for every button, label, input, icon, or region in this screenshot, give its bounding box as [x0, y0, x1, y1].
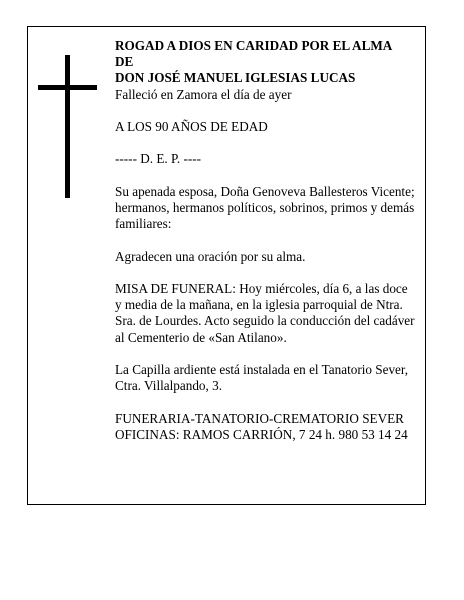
deceased-name: DON JOSÉ MANUEL IGLESIAS LUCAS — [115, 70, 356, 86]
cross-icon — [65, 55, 70, 198]
thanks-paragraph: Agradecen una oración por su alma. — [115, 248, 306, 264]
header-line-2: DE — [115, 54, 134, 70]
funeral-home-line-2: OFICINAS: RAMOS CARRIÓN, 7 24 h. 980 53 14 24 — [115, 426, 408, 442]
family-paragraph: Su apenada esposa, Doña Genoveva Ballesteros Vicente; hermanos, hermanos políticos, sobrinos, primos y demás familiares: — [115, 183, 415, 232]
rip-line: ----- D. E. P. ---- — [115, 151, 202, 167]
death-notice: Falleció en Zamora el día de ayer — [115, 86, 292, 102]
chapel-paragraph: La Capilla ardiente está instalada en el Tanatorio Sever, Ctra. Villalpando, 3. — [115, 361, 409, 394]
funeral-mass-paragraph: MISA DE FUNERAL: Hoy miércoles, día 6, a las doce y media de la mañana, en la iglesia parroquial de Ntra. Sra. de Lourdes. Acto seguido la conducción del cadáver al Cementerio de «San Atilano». — [115, 280, 415, 345]
age-line: A LOS 90 AÑOS DE EDAD — [115, 119, 268, 134]
funeral-home-line-1: FUNERARIA-TANATORIO-CREMATORIO SEVER — [115, 410, 404, 426]
cross-icon-bar — [38, 85, 97, 90]
obituary-text — [115, 38, 415, 443]
header-line-1: ROGAD A DIOS EN CARIDAD POR EL ALMA — [115, 38, 393, 53]
